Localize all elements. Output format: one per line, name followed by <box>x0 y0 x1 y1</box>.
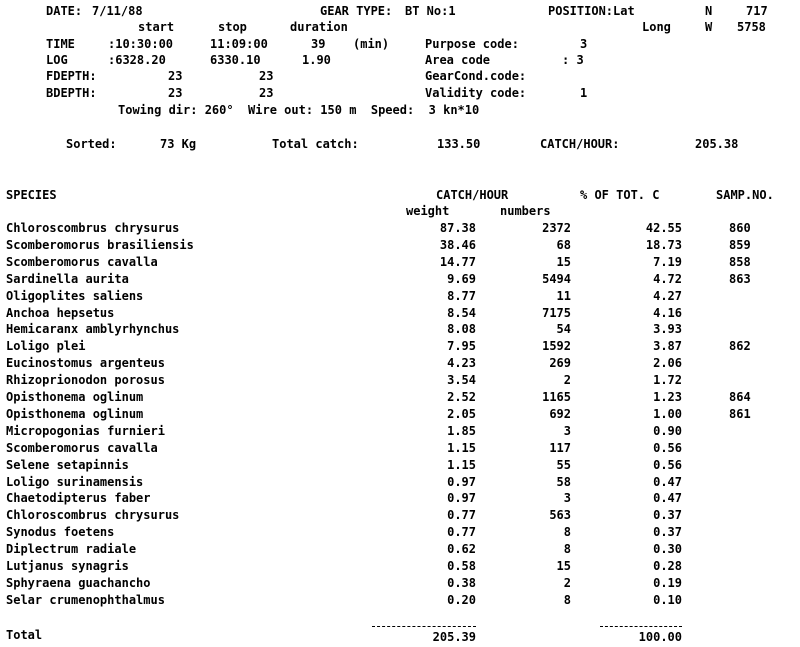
species-name: Loligo surinamensis <box>6 475 144 489</box>
pct-value: 0.30 <box>653 542 682 556</box>
pct-value: 7.19 <box>653 255 682 269</box>
samp-no-value: 861 <box>729 407 751 421</box>
weight-value: 0.77 <box>447 508 476 522</box>
weight-value: 0.38 <box>447 576 476 590</box>
purpose-code-value: 3 <box>580 37 588 51</box>
pct-value: 0.19 <box>653 576 682 590</box>
date-value: 7/11/88 <box>92 4 143 18</box>
bdepth-stop: 23 <box>259 86 274 100</box>
pct-value: 0.37 <box>653 525 682 539</box>
pct-value: 4.16 <box>653 306 682 320</box>
species-name: Chloroscombrus chrysurus <box>6 508 180 522</box>
lat-hemisphere: N <box>705 4 713 18</box>
validity-code-label: Validity code: <box>425 86 527 100</box>
species-name: Opisthonema oglinum <box>6 390 144 404</box>
species-name: Hemicaranx amblyrhynchus <box>6 322 180 336</box>
col-pct-header: % OF TOT. C <box>580 188 660 202</box>
weight-value: 87.38 <box>439 221 476 235</box>
weight-value: 9.69 <box>447 272 476 286</box>
time-unit: (min) <box>353 37 390 51</box>
weight-value: 14.77 <box>439 255 476 269</box>
weight-value: 0.97 <box>447 475 476 489</box>
numbers-value: 692 <box>549 407 571 421</box>
species-name: Eucinostomus argenteus <box>6 356 165 370</box>
pct-value: 0.10 <box>653 593 682 607</box>
purpose-code-label: Purpose code: <box>425 37 519 51</box>
time-start: :10:30:00 <box>108 37 174 51</box>
samp-no-value: 859 <box>729 238 751 252</box>
pct-value: 1.72 <box>653 373 682 387</box>
species-name: Loligo plei <box>6 339 86 353</box>
numbers-value: 15 <box>556 559 571 573</box>
weight-value: 8.08 <box>447 322 476 336</box>
pct-value: 4.27 <box>653 289 682 303</box>
species-name: Scomberomorus brasiliensis <box>6 238 194 252</box>
numbers-value: 117 <box>549 441 571 455</box>
species-name: Opisthonema oglinum <box>6 407 144 421</box>
area-code-value: : 3 <box>562 53 584 67</box>
numbers-value: 55 <box>556 458 571 472</box>
species-name: Oligoplites saliens <box>6 289 144 303</box>
species-name: Selar crumenophthalmus <box>6 593 165 607</box>
bdepth-start: 23 <box>168 86 183 100</box>
pct-value: 1.00 <box>653 407 682 421</box>
area-code-label: Area code <box>425 53 491 67</box>
numbers-value: 2 <box>563 373 571 387</box>
numbers-value: 3 <box>563 491 571 505</box>
pct-value: 0.47 <box>653 491 682 505</box>
species-name: Scomberomorus cavalla <box>6 255 158 269</box>
weight-value: 7.95 <box>447 339 476 353</box>
samp-no-value: 864 <box>729 390 751 404</box>
weight-value: 8.54 <box>447 306 476 320</box>
lat-value: 717 <box>746 4 768 18</box>
pct-value: 3.93 <box>653 322 682 336</box>
numbers-value: 8 <box>563 542 571 556</box>
pct-total-rule <box>600 626 682 627</box>
long-label: Long <box>642 20 671 34</box>
weight-value: 0.77 <box>447 525 476 539</box>
numbers-value: 1592 <box>542 339 571 353</box>
gearcond-code-label: GearCond.code: <box>425 69 527 83</box>
weight-value: 2.52 <box>447 390 476 404</box>
numbers-value: 68 <box>556 238 571 252</box>
samp-no-value: 862 <box>729 339 751 353</box>
species-name: Rhizoprionodon porosus <box>6 373 165 387</box>
pct-value: 0.56 <box>653 458 682 472</box>
pct-value: 0.56 <box>653 441 682 455</box>
fdepth-stop: 23 <box>259 69 274 83</box>
catch-per-hour-value: 205.38 <box>695 137 739 151</box>
time-duration: 39 <box>311 37 326 51</box>
numbers-value: 269 <box>549 356 571 370</box>
total-label: Total <box>6 628 43 642</box>
numbers-value: 8 <box>563 593 571 607</box>
weight-value: 0.20 <box>447 593 476 607</box>
species-name: Synodus foetens <box>6 525 115 539</box>
numbers-value: 58 <box>556 475 571 489</box>
col-start-label: start <box>138 20 175 34</box>
col-weight-header: weight <box>406 204 450 218</box>
gear-type-value: BT No:1 <box>405 4 456 18</box>
fdepth-label: FDEPTH: <box>46 69 97 83</box>
species-name: Chloroscombrus chrysurus <box>6 221 180 235</box>
pct-value: 0.37 <box>653 508 682 522</box>
time-label: TIME <box>46 37 75 51</box>
numbers-value: 2372 <box>542 221 571 235</box>
species-name: Sardinella aurita <box>6 272 129 286</box>
pct-value: 0.47 <box>653 475 682 489</box>
bdepth-label: BDEPTH: <box>46 86 97 100</box>
numbers-value: 15 <box>556 255 571 269</box>
validity-code-value: 1 <box>580 86 588 100</box>
weight-value: 1.85 <box>447 424 476 438</box>
total-pct: 100.00 <box>638 630 682 644</box>
towing-info: Towing dir: 260° Wire out: 150 m Speed: 3 kn*10 <box>118 103 480 117</box>
numbers-value: 2 <box>563 576 571 590</box>
sorted-label: Sorted: <box>66 137 117 151</box>
samp-no-value: 858 <box>729 255 751 269</box>
col-numbers-header: numbers <box>500 204 551 218</box>
numbers-value: 3 <box>563 424 571 438</box>
samp-no-value: 863 <box>729 272 751 286</box>
pct-value: 4.72 <box>653 272 682 286</box>
numbers-value: 1165 <box>542 390 571 404</box>
log-start: :6328.20 <box>108 53 166 67</box>
pct-value: 18.73 <box>645 238 682 252</box>
col-catch-hour-header: CATCH/HOUR <box>436 188 509 202</box>
total-catch-value: 133.50 <box>437 137 481 151</box>
species-name: Chaetodipterus faber <box>6 491 151 505</box>
total-catch-label: Total catch: <box>272 137 359 151</box>
col-species-header: SPECIES <box>6 188 57 202</box>
fdepth-start: 23 <box>168 69 183 83</box>
pct-value: 1.23 <box>653 390 682 404</box>
weight-value: 3.54 <box>447 373 476 387</box>
pct-value: 0.90 <box>653 424 682 438</box>
weight-value: 1.15 <box>447 458 476 472</box>
species-name: Lutjanus synagris <box>6 559 129 573</box>
species-name: Scomberomorus cavalla <box>6 441 158 455</box>
weight-value: 0.97 <box>447 491 476 505</box>
numbers-value: 5494 <box>542 272 571 286</box>
species-name: Micropogonias furnieri <box>6 424 165 438</box>
weight-value: 0.62 <box>447 542 476 556</box>
total-weight: 205.39 <box>432 630 476 644</box>
long-hemisphere: W <box>705 20 713 34</box>
log-stop: 6330.10 <box>210 53 261 67</box>
long-value: 5758 <box>737 20 766 34</box>
pct-value: 0.28 <box>653 559 682 573</box>
species-name: Sphyraena guachancho <box>6 576 151 590</box>
log-duration: 1.90 <box>302 53 331 67</box>
weight-value: 1.15 <box>447 441 476 455</box>
position-lat-label: POSITION:Lat <box>548 4 635 18</box>
date-label: DATE: <box>46 4 83 18</box>
gear-type-label: GEAR TYPE: <box>320 4 393 18</box>
numbers-value: 8 <box>563 525 571 539</box>
numbers-value: 7175 <box>542 306 571 320</box>
col-duration-label: duration <box>290 20 348 34</box>
numbers-value: 11 <box>556 289 571 303</box>
time-stop: 11:09:00 <box>210 37 268 51</box>
weight-value: 0.58 <box>447 559 476 573</box>
weight-value: 8.77 <box>447 289 476 303</box>
sorted-value: 73 Kg <box>160 137 197 151</box>
numbers-value: 563 <box>549 508 571 522</box>
numbers-value: 54 <box>556 322 571 336</box>
weight-value: 4.23 <box>447 356 476 370</box>
log-label: LOG <box>46 53 68 67</box>
col-stop-label: stop <box>218 20 247 34</box>
col-samp-header: SAMP.NO. <box>716 188 774 202</box>
weight-total-rule <box>372 626 476 627</box>
pct-value: 42.55 <box>645 221 682 235</box>
weight-value: 38.46 <box>439 238 476 252</box>
pct-value: 2.06 <box>653 356 682 370</box>
pct-value: 3.87 <box>653 339 682 353</box>
species-name: Selene setapinnis <box>6 458 129 472</box>
species-name: Anchoa hepsetus <box>6 306 115 320</box>
catch-per-hour-label: CATCH/HOUR: <box>540 137 620 151</box>
species-name: Diplectrum radiale <box>6 542 137 556</box>
samp-no-value: 860 <box>729 221 751 235</box>
weight-value: 2.05 <box>447 407 476 421</box>
